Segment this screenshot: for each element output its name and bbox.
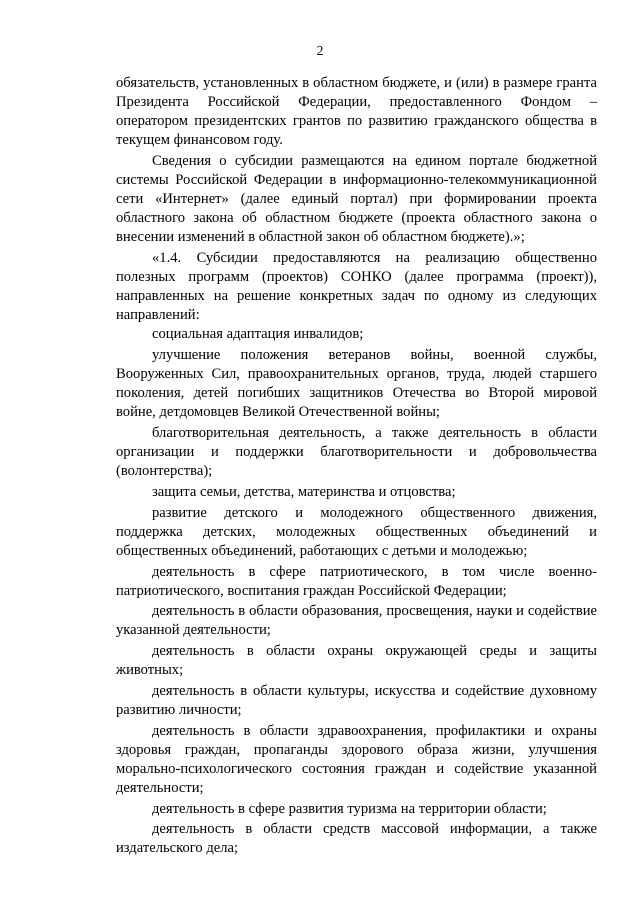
page-number: 2: [316, 43, 324, 58]
list-item-mass-media: деятельность в области средств массовой информации, а также издательского дела;: [116, 821, 597, 857]
list-item-healthcare: деятельность в области здравоохранения, профилактики и охраны здоровья граждан, пропаганды здорового образа жизни, улучшения морально-психологического состояния граждан и содействие указанной деятельности;: [116, 722, 597, 796]
list-item-environment: деятельность в области охраны окружающей среды и защиты животных;: [116, 643, 597, 679]
list-item-veterans: улучшение положения ветеранов войны, военной службы, Вооруженных Сил, правоохранительных органов, труда, людей старшего поколения, детей погибших защитников Отечества во Второй мировой войне, детдомовцев Великой Отечественной войны;: [116, 347, 597, 421]
list-item-charity: благотворительная деятельность, а также деятельность в области организации и поддержки благотворительности и добровольчества (волонтерства);: [116, 425, 597, 480]
list-item-education-science: деятельность в области образования, просвещения, науки и содействие указанной деятельности;: [116, 603, 597, 639]
list-item-culture-arts: деятельность в области культуры, искусства и содействие духовному развитию личности;: [116, 682, 597, 718]
paragraph-subsidy-purpose: «1.4. Субсидии предоставляются на реализацию общественно полезных программ (проектов) СОНКО (далее программа (проект)), направленных на решение конкретных задач по одному из следующих направлений:: [116, 250, 597, 324]
list-item-tourism: деятельность в сфере развития туризма на территории области;: [152, 800, 547, 817]
list-item-family-protection: защита семьи, детства, материнства и отцовства;: [152, 483, 456, 500]
paragraph-grant-continuation: обязательств, установленных в областном бюджете, и (или) в размере гранта Президента Российской Федерации, предоставленного Фондом – оператором президентских грантов по развитию гражданского общества в текущем финансовом году.: [116, 75, 597, 149]
paragraph-portal-info: Сведения о субсидии размещаются на едином портале бюджетной системы Российской Федерации в информационно-телекоммуникационной сети «Интернет» (далее единый портал) при формировании проекта областного закона об областном бюджете (проекта областного закона о внесении изменений в областной закон об областном бюджете).»;: [116, 152, 597, 246]
list-item-disabled-adaptation: социальная адаптация инвалидов;: [152, 326, 364, 343]
list-item-youth-movement: развитие детского и молодежного общественного движения, поддержка детских, молодежных общественных объединений и общественных объединений, работающих с детьми и молодежью;: [116, 504, 597, 559]
list-item-patriotic-education: деятельность в сфере патриотического, в том числе военно-патриотического, воспитания граждан Российской Федерации;: [116, 563, 597, 599]
document-body: [116, 74, 597, 858]
